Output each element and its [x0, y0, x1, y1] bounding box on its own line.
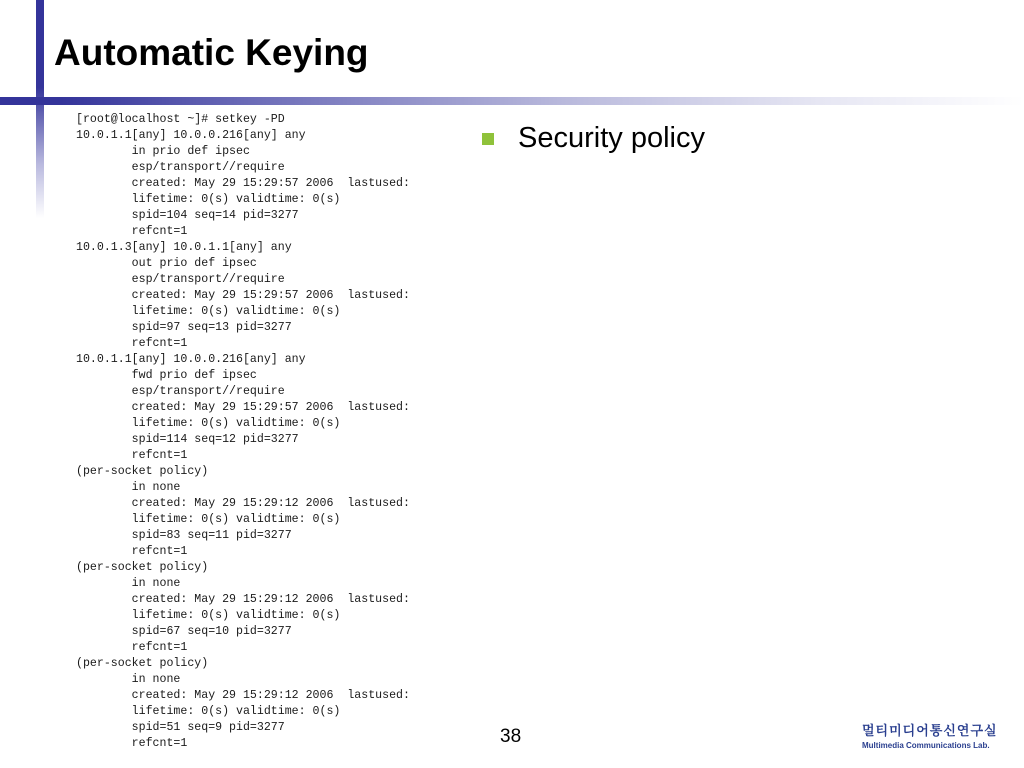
terminal-line: 10.0.1.3[any] 10.0.1.1[any] any: [76, 241, 292, 254]
terminal-line: spid=83 seq=11 pid=3277: [76, 529, 292, 542]
terminal-line: spid=114 seq=12 pid=3277: [76, 433, 299, 446]
bullet-text: Security policy: [518, 122, 705, 154]
terminal-line: 10.0.1.1[any] 10.0.0.216[any] any: [76, 353, 306, 366]
logo-korean-text: 멀티미디어통신연구실: [862, 724, 998, 739]
terminal-line: created: May 29 15:29:57 2006 lastused:: [76, 289, 410, 302]
terminal-line: esp/transport//require: [76, 273, 285, 286]
terminal-line: lifetime: 0(s) validtime: 0(s): [76, 193, 341, 206]
bullet-item: [482, 122, 705, 155]
terminal-line: refcnt=1: [76, 545, 188, 558]
terminal-line: spid=67 seq=10 pid=3277: [76, 625, 292, 638]
terminal-line: created: May 29 15:29:12 2006 lastused:: [76, 593, 410, 606]
terminal-line: in none: [76, 673, 181, 686]
terminal-line: (per-socket policy): [76, 561, 209, 574]
terminal-line: created: May 29 15:29:57 2006 lastused:: [76, 401, 410, 414]
terminal-line: refcnt=1: [76, 225, 188, 238]
terminal-line: created: May 29 15:29:12 2006 lastused:: [76, 689, 410, 702]
square-bullet-icon: [482, 133, 494, 145]
terminal-line: refcnt=1: [76, 641, 188, 654]
terminal-line: refcnt=1: [76, 337, 188, 350]
lab-logo: [862, 720, 998, 750]
logo-english-text: Multimedia Communications Lab.: [862, 741, 990, 750]
terminal-line: spid=97 seq=13 pid=3277: [76, 321, 292, 334]
horizontal-accent-bar: [0, 97, 1024, 105]
terminal-line: in none: [76, 577, 181, 590]
terminal-line: created: May 29 15:29:57 2006 lastused:: [76, 177, 410, 190]
terminal-line: lifetime: 0(s) validtime: 0(s): [76, 705, 341, 718]
terminal-line: esp/transport//require: [76, 385, 285, 398]
terminal-line: lifetime: 0(s) validtime: 0(s): [76, 417, 341, 430]
terminal-line: (per-socket policy): [76, 657, 209, 670]
terminal-line: in prio def ipsec: [76, 145, 250, 158]
terminal-line: refcnt=1: [76, 449, 188, 462]
terminal-line: (per-socket policy): [76, 465, 209, 478]
terminal-line: lifetime: 0(s) validtime: 0(s): [76, 305, 341, 318]
vertical-accent-bar: [36, 0, 44, 218]
terminal-line: spid=104 seq=14 pid=3277: [76, 209, 299, 222]
terminal-output: [76, 112, 410, 752]
terminal-line: out prio def ipsec: [76, 257, 257, 270]
terminal-line: esp/transport//require: [76, 161, 285, 174]
terminal-line: spid=51 seq=9 pid=3277: [76, 721, 285, 734]
terminal-line: lifetime: 0(s) validtime: 0(s): [76, 513, 341, 526]
terminal-line: refcnt=1: [76, 737, 188, 750]
terminal-line: fwd prio def ipsec: [76, 369, 257, 382]
page-number: 38: [500, 726, 522, 747]
slide-title: Automatic Keying: [54, 32, 369, 73]
terminal-line: created: May 29 15:29:12 2006 lastused:: [76, 497, 410, 510]
terminal-line: in none: [76, 481, 181, 494]
terminal-line: [root@localhost ~]# setkey -PD: [76, 113, 285, 126]
terminal-line: lifetime: 0(s) validtime: 0(s): [76, 609, 341, 622]
terminal-line: 10.0.1.1[any] 10.0.0.216[any] any: [76, 129, 306, 142]
